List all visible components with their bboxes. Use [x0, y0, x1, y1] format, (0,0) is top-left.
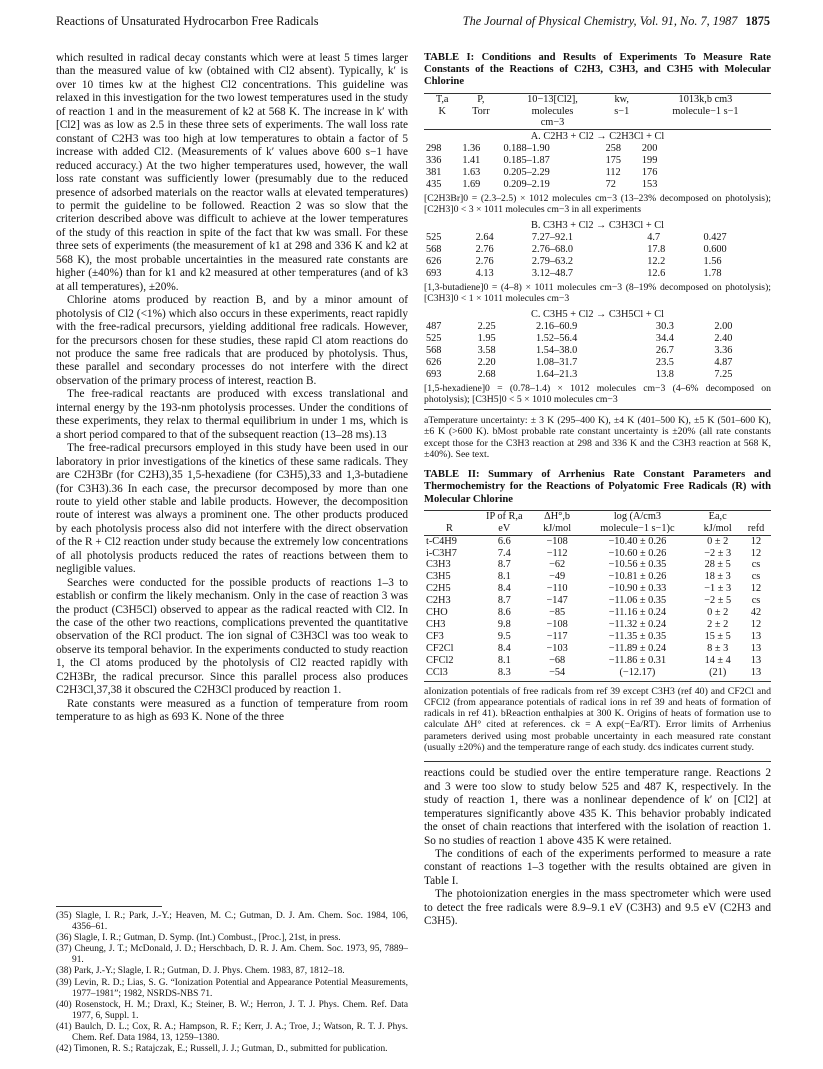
- table-row: [424, 268, 771, 280]
- table-cell: −10.60 ± 0.26: [608, 547, 667, 559]
- paragraph: The photoionization energies in the mass spectrometer which were used to detect the free radicals were 8.9–9.1 eV (C3H3) and 9.5 eV (C2H3 and C3H5).: [424, 888, 771, 928]
- table-row: [424, 232, 771, 244]
- table-cell: 298: [426, 143, 442, 155]
- table-cell: 7.25: [714, 368, 733, 380]
- table-cell: (21): [709, 666, 727, 678]
- table-cell: 1.63: [462, 167, 481, 179]
- reference-item: (42) Timonen, R. S.; Ratajczak, E.; Russell, J. J.; Gutman, D., submitted for publication.: [56, 1044, 388, 1055]
- table-cell: 2.79–63.2: [531, 255, 574, 267]
- references: [56, 906, 408, 1055]
- table-row: [424, 631, 771, 643]
- table-cell: −68: [549, 654, 566, 666]
- left-column: [56, 52, 408, 725]
- table1-header-row: [424, 117, 771, 129]
- table-cell: 0.205–2.29: [503, 167, 550, 179]
- running-header-journal: [400, 14, 770, 29]
- table-cell: 8.7: [497, 559, 511, 571]
- paragraph: The free-radical precursors employed in this study have been used in our laboratory in prior investigations of the kinetics of these same radicals. They are C2H3Br (for C2H3),35 1,5-hexadiene (for C3H5),33 and 1,3-butadiene (for C3H3).36 In each case, the precursor decomposed by more than one route to yield other stable and labile products. However, the decomposition route of interest was always a prominent one. The other products produced by each photolysis process also did not interfere with the direct observation of the R + Cl2 reaction under study because the extremely low concentrations of all photolysis products reduced the rates of reactions between them to negligible values.: [56, 442, 408, 576]
- table-cell: 2.76: [475, 255, 494, 267]
- table-cell: −85: [549, 607, 566, 619]
- table-cell: 8.1: [497, 654, 511, 666]
- right-column: [424, 52, 771, 929]
- table-cell: 13: [750, 666, 762, 678]
- table-cell: 568: [426, 244, 442, 256]
- table-cell: 1.69: [462, 178, 481, 190]
- table-cell: 9.8: [497, 619, 511, 630]
- table-row: [424, 583, 771, 595]
- table1-header: T,a: [424, 93, 460, 105]
- page-number: 1875: [745, 14, 770, 28]
- table1-header: K: [438, 105, 446, 117]
- table-cell: 12: [750, 535, 762, 547]
- table2-header: eV: [498, 522, 511, 534]
- table-cell: 0.188–1.90: [503, 143, 550, 155]
- paragraph: which resulted in radical decay constants which were at least 5 times larger than the measured value of kw (obtained with Cl2 absent). Typically, k′ is over 10 times kw at the highest Cl2 concentrations. This guideline was relaxed in this investigation for the two lowest temperatures used in the study of reaction 1 and in the measurement of k2 at 568 K. The increase in k′ with [Cl2] was as low as 2.5 in these three sets of experiments. The wall loss rate constant of C2H3 was too high at low temperatures to obtain a factor of 5 increase with added Cl2. (Measurements of k′ values above 600 s−1 have reduced accuracy.) At the two higher temperatures used, however, the wall loss rate constant was sufficiently lower (presumably due to the reduced presence of adsorbed materials on the reactor walls at elevated temperatures) to permit the guideline to be followed. Reaction 2 was so slow that the criterion described above was difficult to achieve at the lower temperatures of the study of this reaction in spite of the fact that kw was small. For these three sets of experiments (the measurement of k1 at 298 and 336 K and k2 at 568 K), the most probable uncertainties in the measured rate constants are higher (±40%) than for k1 and k2 measured at other temperatures (and of k3 at all temperatures), ±20%.: [56, 52, 408, 293]
- table-cell: 435: [426, 178, 442, 190]
- table-cell: −11.32 ± 0.24: [608, 619, 667, 630]
- table-cell: −147: [546, 595, 568, 607]
- table-cell: −10.56 ± 0.35: [608, 559, 667, 571]
- journal-citation: The Journal of Physical Chemistry, Vol. 91, No. 7, 1987: [462, 14, 738, 28]
- table-cell: 112: [605, 167, 621, 179]
- table-cell: cs: [751, 595, 761, 607]
- table-cell: 1.41: [462, 155, 481, 167]
- table-cell: 199: [641, 155, 658, 167]
- table1-header: P,: [460, 93, 501, 105]
- table-cell: 14 ± 4: [704, 654, 731, 666]
- paragraph: Searches were conducted for the possible products of reactions 1–3 to establish or confirm the likely mechanism. Only in the case of reaction 3 was the product (C3H5Cl) observed to appear as the radical reacted with Cl2. In the case of the other two reactions, complications prevented the quantitative observation of the RCl product. The ion signal of C3H3Cl was too weak to observe its temporal behavior. In the experiments conducted to study reaction 1, the Cl atoms produced by the photolysis of Cl2 reacted rapidly with C2H3Br, the radical precursor. Since this parallel process also produces C2H3Cl,37,38 it obscured the C2H3Cl produced by reaction 1.: [56, 576, 408, 697]
- reference-item: (35) Slagle, I. R.; Park, J.-Y.; Heaven, M. C.; Gutman, D. J. Am. Chem. Soc. 1984, 106, 4356–61.: [56, 911, 408, 933]
- table-cell: C2H5: [426, 583, 451, 595]
- table-row: [424, 607, 771, 619]
- table1-section-title: A. C2H3 + Cl2 → C2H3Cl + Cl: [530, 131, 665, 143]
- table-cell: 381: [426, 167, 442, 179]
- table-cell: CCl3: [426, 666, 448, 678]
- table-cell: C3H3: [426, 559, 451, 571]
- table-cell: 12: [750, 619, 762, 630]
- table-cell: i-C3H7: [426, 547, 457, 559]
- table2-header: log (A/cm3: [613, 510, 661, 522]
- table-row: [424, 167, 771, 179]
- table-cell: −108: [546, 535, 568, 547]
- table1-part-b: [424, 219, 771, 280]
- table-row: [424, 643, 771, 655]
- table-cell: 693: [426, 267, 442, 279]
- table-cell: 3.36: [714, 344, 733, 356]
- table-cell: 6.6: [497, 535, 511, 547]
- table2-header: molecule−1 s−1)c: [600, 522, 675, 534]
- references-divider: [56, 906, 162, 907]
- table-cell: −11.16 ± 0.24: [608, 607, 667, 619]
- table-cell: −117: [546, 630, 568, 642]
- table-cell: 568: [426, 344, 442, 356]
- table-cell: 2.64: [475, 232, 494, 244]
- table-row: [424, 155, 771, 167]
- table-cell: cs: [751, 571, 761, 583]
- table-cell: 1.56: [703, 255, 722, 267]
- table-cell: 1.78: [703, 267, 722, 279]
- table1-header: s−1: [614, 105, 630, 117]
- table-row: [424, 595, 771, 607]
- reference-item: (36) Slagle, I. R.; Gutman, D. Symp. (Int.) Combust., [Proc.], 21st, in press.: [56, 933, 341, 944]
- table-cell: 13: [750, 630, 762, 642]
- table1: [424, 93, 771, 191]
- table-cell: 13: [750, 642, 762, 654]
- table1-header: 1013k,b cm3: [640, 93, 771, 105]
- table-cell: 176: [641, 167, 658, 179]
- table1-header: molecule−1 s−1: [672, 105, 739, 117]
- table-cell: −110: [546, 583, 568, 595]
- reference-item: (41) Baulch, D. L.; Cox, R. A.; Hampson, R. F.; Kerr, J. A.; Troe, J.; Watson, R. T. J. Phys. Chem. Ref. Data 1984, 13, 1259–1380.: [56, 1021, 408, 1044]
- table1-header-row: [424, 106, 771, 118]
- table-cell: 1.52–56.4: [536, 333, 578, 345]
- table1-header-row: [424, 93, 771, 105]
- table-cell: 13.8: [655, 368, 674, 380]
- table-row: [424, 244, 771, 256]
- table-cell: 30.3: [655, 321, 674, 333]
- table-cell: CFCl2: [426, 654, 454, 666]
- table-cell: 336: [426, 155, 442, 167]
- table-cell: 15 ± 5: [704, 630, 731, 642]
- table1-header: cm−3: [501, 117, 603, 129]
- table-cell: 0 ± 2: [707, 535, 729, 547]
- table-cell: 2.76–68.0: [531, 244, 574, 256]
- table-cell: 42: [750, 607, 762, 619]
- table-cell: 626: [426, 255, 442, 267]
- paragraph: Chlorine atoms produced by reaction B, and by a minor amount of photolysis of Cl2 (<1%) which also occurs in these experiments, react rapidly with the free-radical precursors, yielding additional free radicals. However, for the precursors chosen for these studies, these rapid Cl atom reactions do not produce the same free radicals that are produced by photolysis. Thus, these parallel and secondary processes do not interfere with the direct observation of the primary process of interest, reaction B.: [56, 294, 408, 387]
- table-cell: 8.6: [497, 607, 511, 619]
- table-cell: 26.7: [655, 344, 674, 356]
- table-cell: 17.8: [647, 244, 666, 256]
- table-cell: 525: [426, 232, 442, 244]
- table-cell: 12.6: [647, 267, 666, 279]
- table-cell: 9.5: [497, 630, 511, 642]
- table1-section-a: [424, 130, 771, 191]
- table-cell: 13: [750, 654, 762, 666]
- paragraph: The conditions of each of the experiments performed to measure a rate constant of reactions 1–3 together with the results obtained are given in Table I.: [424, 848, 771, 887]
- table1-header: kw,: [604, 93, 640, 105]
- table-cell: 28 ± 5: [704, 559, 731, 571]
- table-cell: 175: [605, 155, 622, 167]
- table-row: [424, 548, 771, 560]
- table-cell: 23.5: [655, 356, 674, 368]
- table2-header: IP of R,a: [486, 510, 523, 522]
- table-cell: −103: [546, 642, 568, 654]
- table-cell: C3H5: [426, 571, 451, 583]
- table-row: [424, 369, 771, 381]
- table-cell: 7.27–92.1: [531, 232, 574, 244]
- paragraph: reactions could be studied over the entire temperature range. Reactions 2 and 3 were too slow to study below 525 and 487 K, respectively. In the study of reaction 1, there was a nonlinear dependence of k′ on [Cl2] at temperatures significantly above 435 K. This behavior probably indicated the onset of chain reactions that interfered with the isolation of reaction 1. So no studies of reaction 1 above 435 K were retained.: [424, 767, 771, 847]
- table-cell: 2 ± 2: [707, 619, 729, 630]
- table-row: [424, 256, 771, 268]
- table-cell: 8.7: [497, 595, 511, 607]
- table1-footnote: aTemperature uncertainty: ± 3 K (295–400 K), ±4 K (401–500 K), ±5 K (501–600 K), ±6 K (>600 K). bMost probable rate constant uncertainty is ±20% (all rate constants except those for the C3H3 reaction at 298 and 336 K and the C3H3 reaction at 568 K, ±40%). See text.: [424, 415, 771, 460]
- table2-header-row: [424, 523, 771, 535]
- table1-section-note: [1,3-butadiene]0 = (4–8) × 1011 molecules cm−3 (8–19% decomposed on photolysis); [C3H3]0 < 1 × 1011 molecules cm−3: [424, 281, 771, 304]
- table2-header: refd: [747, 522, 765, 534]
- table2-header: kJ/mol: [543, 522, 572, 534]
- table-cell: (−12.17): [619, 666, 656, 678]
- table1-header: Torr: [472, 105, 490, 117]
- table-cell: 8.1: [497, 571, 511, 583]
- table2-header-row: [424, 510, 771, 522]
- reference-item: (39) Levin, R. D.; Lias, S. G. “Ionization Potential and Appearance Potential Measurements, 1977–1981”; 1982, NSRDS-NBS 71.: [56, 977, 408, 999]
- table-cell: CF3: [426, 630, 444, 642]
- table-cell: 2.40: [714, 333, 733, 345]
- table-cell: −49: [549, 571, 566, 583]
- table-cell: 2.25: [477, 321, 496, 333]
- table-cell: 4.7: [647, 232, 661, 244]
- table1-part-c: [424, 308, 771, 380]
- table1-header: molecules: [531, 105, 574, 117]
- table-cell: 1.95: [477, 333, 496, 345]
- table-cell: −10.90 ± 0.33: [608, 583, 667, 595]
- table1-section-note: [C2H3Br]0 = (2.3–2.5) × 1012 molecules cm−3 (13–23% decomposed on photolysis); [C2H3]0 < 3 × 1011 molecules cm−3 in all experiments: [424, 192, 771, 216]
- table-cell: 200: [641, 143, 658, 155]
- table-row: [424, 571, 771, 583]
- table-cell: 153: [641, 178, 658, 190]
- table-cell: 8 ± 3: [707, 642, 729, 654]
- table1-section-title: B. C3H3 + Cl2 → C3H3Cl + Cl: [531, 220, 664, 232]
- table-cell: 3.58: [477, 344, 496, 356]
- table-row: [424, 667, 771, 679]
- reference-item: (40) Rosenstock, H. M.; Draxl, K.; Steiner, B. W.; Herron, J. T. J. Phys. Chem. Ref. Data 1977, 6, Suppl. 1.: [56, 999, 408, 1021]
- table-cell: 4.13: [475, 267, 494, 279]
- table-cell: 0.427: [703, 232, 727, 244]
- table-cell: 2.76: [475, 244, 494, 256]
- table-cell: CF2Cl: [426, 642, 454, 654]
- table-row: [424, 179, 771, 191]
- table-cell: 12: [750, 583, 762, 595]
- table-cell: 2.68: [477, 368, 496, 380]
- table-cell: 7.4: [497, 547, 511, 559]
- table-row: [424, 345, 771, 357]
- table-cell: 693: [426, 368, 442, 380]
- running-header-title: Reactions of Unsaturated Hydrocarbon Free Radicals: [56, 14, 319, 28]
- table-cell: 1.64–21.3: [536, 368, 578, 380]
- table-cell: 12.2: [647, 255, 666, 267]
- table1-title: TABLE I: Conditions and Results of Experiments To Measure Rate Constants of the Reactions of C2H3, C3H3, and C3H5 with Molecular Chlorine: [424, 52, 771, 88]
- table-cell: −11.06 ± 0.35: [608, 595, 667, 607]
- table-cell: cs: [751, 559, 761, 571]
- table-cell: −62: [549, 559, 566, 571]
- table-row: [424, 357, 771, 369]
- table-cell: 2.16–60.9: [536, 321, 578, 333]
- table-cell: 0.209–2.19: [503, 178, 550, 190]
- table-cell: −11.35 ± 0.35: [608, 630, 667, 642]
- table-cell: 18 ± 3: [704, 571, 731, 583]
- table-cell: 12: [750, 547, 762, 559]
- table2-header: R: [445, 522, 453, 534]
- table-cell: 0.185–1.87: [503, 155, 550, 167]
- paragraph: Rate constants were measured as a function of temperature from room temperature to as high as 693 K. None of the three: [56, 697, 408, 724]
- table-cell: 0.600: [703, 244, 727, 256]
- table-cell: −11.89 ± 0.24: [608, 642, 667, 654]
- table-cell: 1.54–38.0: [536, 344, 578, 356]
- table-cell: 8.3: [497, 666, 511, 678]
- paragraph: The free-radical reactants are produced with excess translational and internal energy by the 193-nm photolysis processes. Under the conditions of these experiments, they relax to thermal equilibrium in under 1 ms, which is a short period compared to that of the subsequent reaction (13–28 ms).13: [56, 388, 408, 441]
- table-cell: 2.20: [477, 356, 496, 368]
- table-cell: 2.00: [714, 321, 733, 333]
- table-row: [424, 333, 771, 345]
- table-cell: −1 ± 3: [704, 583, 732, 595]
- table-row: [424, 535, 771, 547]
- table2-header: ΔH°,b: [544, 510, 571, 522]
- table-cell: 1.36: [462, 143, 481, 155]
- table-cell: 487: [426, 321, 442, 333]
- table2-footnote: aIonization potentials of free radicals from ref 39 except C3H3 (ref 40) and CF2Cl and CFCl2 (from appearance potentials of radical ions in ref 39 and heats of formation of radicals in ref 41). bReaction enthalpies at 300 K. Origins of heats of formation use to calculate ΔH° cited at references. ck = A exp(−Ea/RT). Error limits of Arrhenius parameters derived using most probable uncertainty in each measured rate constant (usually ±20%) and the temperature range of each study. dcs indicates current study.: [424, 681, 771, 754]
- table1-section-title: C. C3H5 + Cl2 → C3H5Cl + Cl: [531, 309, 664, 321]
- table1-section-note: [1,5-hexadiene]0 = (0.78–1.4) × 1012 molecules cm−3 (4–6% decomposed on photolysis); [C3H5]0 < 5 × 1010 molecules cm−3: [424, 383, 771, 410]
- table-cell: CHO: [426, 607, 448, 619]
- table-cell: −112: [546, 547, 568, 559]
- table2-title: TABLE II: Summary of Arrhenius Rate Constant Parameters and Thermochemistry for the Reactions of Polyatomic Free Radicals (R) with Molecular Chlorine: [424, 469, 771, 505]
- table-cell: −2 ± 5: [704, 595, 732, 607]
- table-cell: −108: [546, 619, 568, 630]
- table-cell: 626: [426, 356, 442, 368]
- table-cell: CH3: [426, 619, 446, 630]
- table-cell: 0 ± 2: [707, 607, 729, 619]
- reference-item: (37) Cheung, J. T.; McDonald, J. D.; Herschbach, D. R. J. Am. Chem. Soc. 1973, 95, 7889–91.: [56, 944, 408, 966]
- table-cell: 34.4: [655, 333, 674, 345]
- table-cell: 525: [426, 333, 442, 345]
- reference-item: (38) Park, J.-Y.; Slagle, I. R.; Gutman, D. J. Phys. Chem. 1983, 87, 1812–18.: [56, 966, 345, 977]
- table2-header: kJ/mol: [703, 522, 732, 534]
- table-cell: −2 ± 3: [704, 547, 732, 559]
- table-row: [424, 655, 771, 667]
- table-row: [424, 321, 771, 333]
- table-cell: 3.12–48.7: [531, 267, 574, 279]
- table-cell: 1.08–31.7: [536, 356, 578, 368]
- table-row: [424, 143, 771, 155]
- table-cell: −54: [549, 666, 566, 678]
- table-cell: −11.86 ± 0.31: [608, 654, 667, 666]
- table-cell: 4.87: [714, 356, 733, 368]
- table-row: [424, 559, 771, 571]
- table2-header: Ea,c: [708, 510, 727, 522]
- table1-header: 10−13[Cl2],: [501, 93, 603, 105]
- table2-body: [424, 535, 771, 678]
- table-cell: −10.81 ± 0.26: [608, 571, 667, 583]
- table-cell: −10.40 ± 0.26: [608, 535, 667, 547]
- table-cell: 8.4: [497, 642, 511, 654]
- table-cell: t-C4H9: [426, 535, 457, 547]
- table2: [424, 510, 771, 679]
- table-cell: 72: [605, 178, 616, 190]
- table-cell: 8.4: [497, 583, 511, 595]
- table-row: [424, 619, 771, 631]
- table-cell: 258: [605, 143, 622, 155]
- table-cell: C2H3: [426, 595, 451, 607]
